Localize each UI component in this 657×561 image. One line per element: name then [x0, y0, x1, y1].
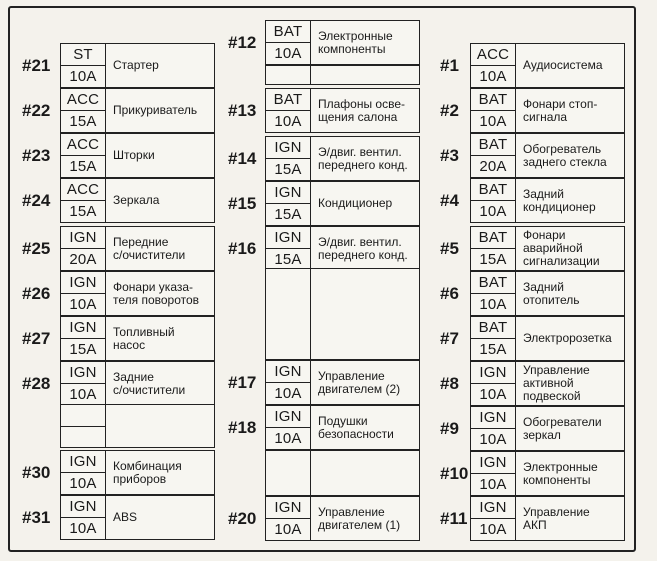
- fuse-power-source: BAT: [266, 21, 311, 43]
- fuse-description: Управление АКП: [523, 504, 590, 532]
- fuse-description: Обогреватель заднего стекла: [523, 141, 607, 169]
- fuse-power-source: IGN: [471, 407, 516, 429]
- fuse-description: Аудиосистема: [523, 58, 603, 72]
- fuse-number: #28: [22, 373, 51, 393]
- fuse-box: [265, 20, 420, 65]
- fuse-power-source: BAT: [471, 89, 516, 111]
- fuse-box: [60, 361, 215, 406]
- fuse-number: #25: [22, 238, 51, 258]
- fuse-power-source: IGN: [61, 227, 106, 249]
- fuse-power-source: ACC: [61, 89, 106, 111]
- fuse-description: Управление двигателем (1): [318, 504, 401, 532]
- fuse-number: #16: [228, 238, 257, 258]
- fuse-amperage: 10A: [266, 111, 311, 133]
- fuse-power-source: BAT: [471, 317, 516, 339]
- fuse-box: [470, 271, 625, 316]
- fuse-description: Шторки: [113, 148, 155, 162]
- fuse-number: #18: [228, 417, 257, 437]
- fuse-box: [60, 495, 215, 540]
- fuse-description: Управление двигателем (2): [318, 368, 401, 396]
- fuse-box: [60, 88, 215, 133]
- fuse-amperage: 15A: [266, 204, 311, 226]
- fuse-description: Э/двиг. вентил. переднего конд.: [318, 234, 408, 262]
- fuse-number: #11: [440, 508, 468, 528]
- fuse-power-source: IGN: [61, 496, 106, 518]
- fuse-number: #10: [440, 463, 469, 483]
- fuse-power-source: IGN: [61, 317, 106, 339]
- fuse-amperage: 20A: [61, 249, 106, 271]
- fuse-amperage: 10A: [61, 294, 106, 316]
- fuse-amperage: 10A: [61, 518, 106, 540]
- fuse-amperage: 15A: [61, 201, 106, 223]
- fuse-power-source: IGN: [266, 182, 311, 204]
- fuse-number: #3: [440, 145, 459, 165]
- fuse-amperage: 10A: [61, 384, 106, 406]
- fuse-number: #27: [22, 328, 51, 348]
- fuse-power-source: IGN: [471, 452, 516, 474]
- fuse-box: [60, 316, 215, 361]
- fuse-box: [470, 316, 625, 361]
- fuse-amperage: 10A: [471, 294, 516, 316]
- fuse-amperage: 10A: [61, 473, 106, 495]
- fuse-number: #9: [440, 418, 459, 438]
- fuse-description: Фонари стоп- сигнала: [523, 96, 598, 124]
- fuse-box: [60, 450, 215, 495]
- fuse-number: #15: [228, 193, 257, 213]
- fuse-power-source: IGN: [61, 451, 106, 473]
- fuse-description: Зеркала: [113, 193, 160, 207]
- fuse-description: Комбинация приборов: [113, 458, 182, 486]
- fuse-box: [265, 181, 420, 226]
- fuse-power-source: BAT: [471, 134, 516, 156]
- fuse-power-source: BAT: [471, 227, 516, 249]
- fuse-power-source: IGN: [266, 406, 311, 428]
- fuse-number: #5: [440, 238, 459, 258]
- fuse-amperage: 10A: [266, 383, 311, 405]
- fuse-number: #8: [440, 373, 459, 393]
- fuse-box: [265, 88, 420, 133]
- fuse-description: Фонари указа- теля поворотов: [113, 279, 200, 307]
- fuse-box: [60, 133, 215, 178]
- fuse-description: Электронные компоненты: [318, 28, 393, 56]
- empty-fuse-slot-left: [60, 404, 215, 448]
- fuse-amperage: 15A: [61, 111, 106, 133]
- fuse-number: #7: [440, 328, 459, 348]
- fuse-amperage: 10A: [471, 66, 516, 88]
- fuse-amperage: 10A: [471, 474, 516, 496]
- fuse-power-source: BAT: [471, 272, 516, 294]
- fuse-box: [265, 136, 420, 181]
- fuse-box: [470, 133, 625, 178]
- fuse-power-source: IGN: [266, 227, 311, 249]
- fuse-box: [470, 451, 625, 496]
- fuse-description: Стартер: [113, 58, 159, 72]
- fuse-number: #12: [228, 32, 257, 52]
- fuse-box: [265, 226, 420, 271]
- empty-fuse-slot-middle-top: [265, 65, 420, 85]
- fuse-power-source: BAT: [471, 179, 516, 201]
- fuse-amperage: 15A: [61, 156, 106, 178]
- fuse-amperage: 10A: [266, 519, 311, 541]
- fuse-number: #20: [228, 508, 257, 528]
- fuse-power-source: IGN: [266, 361, 311, 383]
- fuse-box: [60, 226, 215, 271]
- fuse-number: #23: [22, 145, 51, 165]
- fuse-power-source: IGN: [471, 362, 516, 384]
- fuse-box: [470, 43, 625, 88]
- fuse-box: [470, 178, 625, 223]
- fuse-number: #30: [22, 462, 51, 482]
- fuse-amperage: 10A: [266, 428, 311, 450]
- fuse-description: Электронные компоненты: [523, 459, 598, 487]
- fuse-box: [60, 271, 215, 316]
- fuse-power-source: IGN: [61, 362, 106, 384]
- fuse-description: Фонари аварийной сигнализации: [523, 228, 600, 268]
- fuse-description: Передние с/очистители: [113, 234, 186, 262]
- empty-fuse-slot-middle-large: [265, 268, 420, 360]
- fuse-number: #17: [228, 372, 257, 392]
- fuse-box: [60, 43, 215, 88]
- fuse-power-source: ACC: [61, 134, 106, 156]
- fuse-amperage: 15A: [266, 159, 311, 181]
- fuse-number: #4: [440, 190, 459, 210]
- fuse-amperage: 15A: [61, 339, 106, 361]
- fuse-box: [470, 496, 625, 541]
- fuse-number: #31: [22, 507, 51, 527]
- fuse-description: Плафоны осве- щения салона: [318, 96, 406, 124]
- fuse-amperage: 10A: [266, 43, 311, 65]
- fuse-amperage: 10A: [471, 111, 516, 133]
- fuse-description: ABS: [113, 510, 138, 524]
- fuse-power-source: IGN: [266, 137, 311, 159]
- fuse-box: [265, 360, 420, 405]
- fuse-description: Э/двиг. вентил. переднего конд.: [318, 144, 408, 172]
- fuse-description: Прикуриватель: [113, 103, 198, 117]
- fuse-description: Электророзетка: [523, 331, 612, 345]
- fuse-power-source: ACC: [471, 44, 516, 66]
- fuse-amperage: 15A: [471, 339, 516, 361]
- fuse-amperage: 10A: [471, 201, 516, 223]
- fuse-amperage: 15A: [266, 249, 311, 271]
- fuse-description: Задний отопитель: [523, 279, 580, 307]
- fuse-description: Обогреватели зеркал: [523, 414, 602, 442]
- fuse-number: #26: [22, 283, 51, 303]
- fuse-box: [470, 406, 625, 451]
- fuse-amperage: 10A: [471, 519, 516, 541]
- empty-fuse-slot-middle-bottom: [265, 450, 420, 496]
- fuse-power-source: IGN: [61, 272, 106, 294]
- fuse-amperage: 10A: [471, 429, 516, 451]
- fuse-number: #21: [22, 55, 51, 75]
- fuse-number: #2: [440, 100, 459, 120]
- fuse-amperage: 10A: [61, 66, 106, 88]
- fuse-amperage: 10A: [471, 384, 516, 406]
- fuse-box: [470, 361, 625, 406]
- fuse-description: Топливный насос: [113, 324, 175, 352]
- fuse-number: #22: [22, 100, 51, 120]
- fuse-description: Управление активной подвеской: [523, 363, 590, 403]
- fuse-description: Кондиционер: [318, 196, 393, 210]
- fuse-description: Задний кондиционер: [523, 186, 596, 214]
- fuse-power-source: IGN: [266, 497, 311, 519]
- fuse-description: Подушки безопасности: [318, 413, 394, 441]
- fuse-power-source: BAT: [266, 89, 311, 111]
- fuse-number: #24: [22, 190, 51, 210]
- fuse-power-source: ACC: [61, 179, 106, 201]
- fuse-amperage: 15A: [471, 249, 516, 271]
- fuse-box: [265, 496, 420, 541]
- fuse-box: [60, 178, 215, 223]
- fuse-power-source: IGN: [471, 497, 516, 519]
- fuse-power-source: ST: [61, 44, 106, 66]
- fuse-number: #6: [440, 283, 459, 303]
- fuse-number: #14: [228, 148, 257, 168]
- fuse-description: Задние с/очистители: [113, 369, 186, 397]
- fuse-box: [265, 405, 420, 450]
- fuse-box: [470, 88, 625, 133]
- fuse-number: #13: [228, 100, 257, 120]
- fuse-number: #1: [440, 55, 459, 75]
- fuse-box: [470, 226, 625, 271]
- fuse-amperage: 20A: [471, 156, 516, 178]
